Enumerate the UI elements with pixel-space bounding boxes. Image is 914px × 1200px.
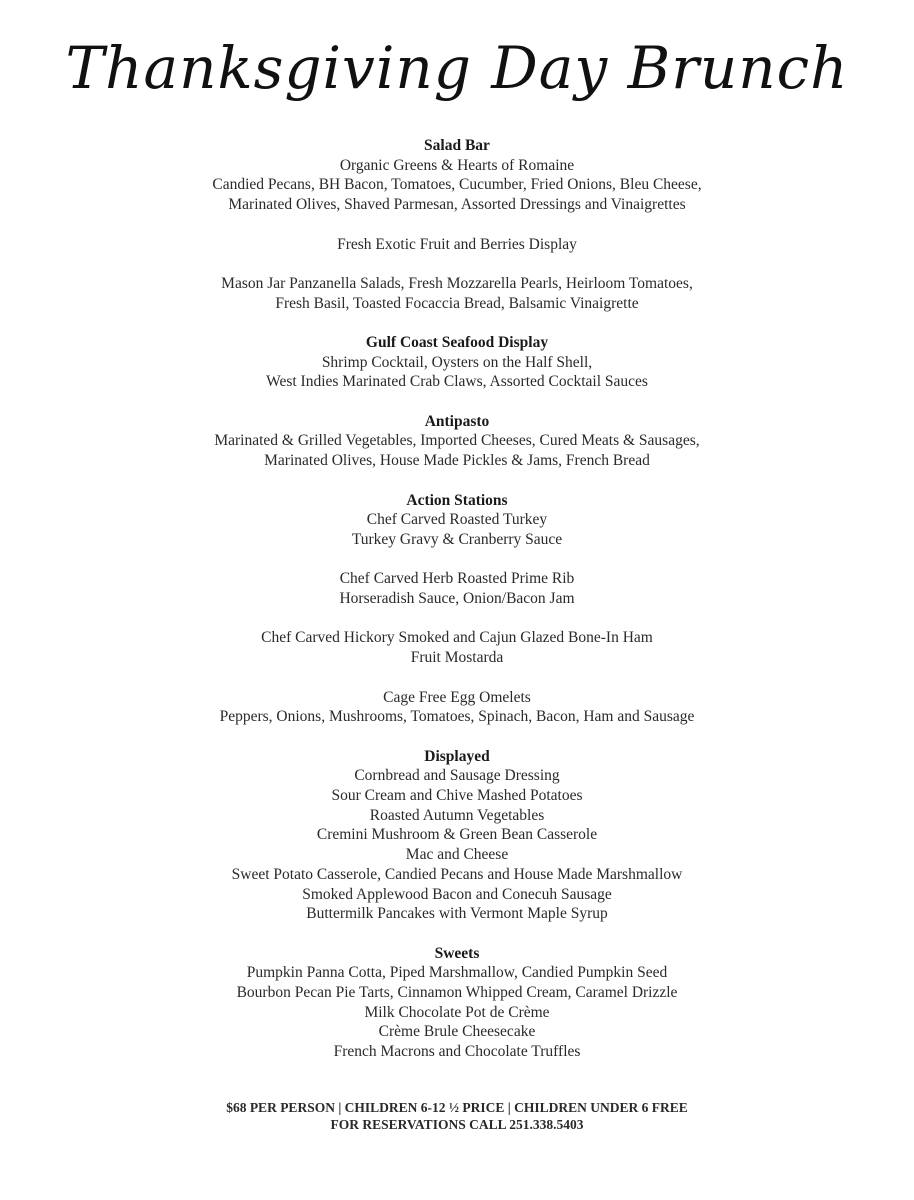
menu-item: Marinated & Grilled Vegetables, Imported Cheeses, Cured Meats & Sausages,	[214, 432, 700, 450]
menu-item: French Macrons and Chocolate Truffles	[333, 1043, 581, 1061]
menu-item: Marinated Olives, House Made Pickles & Jams, French Bread	[264, 452, 650, 470]
section-heading: Action Stations	[406, 491, 508, 509]
section-heading: Gulf Coast Seafood Display	[365, 333, 549, 351]
menu-item: Crème Brule Cheesecake	[378, 1023, 536, 1041]
menu-item: Marinated Olives, Shaved Parmesan, Assorted Dressings and Vinaigrettes	[228, 196, 686, 214]
menu-item: Peppers, Onions, Mushrooms, Tomatoes, Spinach, Bacon, Ham and Sausage	[219, 708, 695, 726]
menu-item: Bourbon Pecan Pie Tarts, Cinnamon Whipped Cream, Caramel Drizzle	[236, 984, 678, 1002]
menu-item: Sweet Potato Casserole, Candied Pecans and House Made Marshmallow	[231, 865, 683, 883]
reservations-line: FOR RESERVATIONS CALL 251.338.5403	[330, 1117, 584, 1132]
menu-item: Roasted Autumn Vegetables	[369, 806, 545, 824]
footer	[0, 1099, 914, 1133]
menu-item: Mason Jar Panzanella Salads, Fresh Mozzarella Pearls, Heirloom Tomatoes,	[221, 274, 693, 292]
section-heading: Salad Bar	[424, 137, 490, 154]
menu-item: West Indies Marinated Crab Claws, Assorted Cocktail Sauces	[266, 373, 648, 391]
menu-item: Sour Cream and Chive Mashed Potatoes	[331, 787, 583, 805]
group-spacer	[0, 254, 914, 274]
menu-item: Chef Carved Hickory Smoked and Cajun Glazed Bone-In Ham	[261, 629, 653, 647]
menu-item: Buttermilk Pancakes with Vermont Maple Syrup	[306, 905, 608, 923]
section-heading: Antipasto	[424, 412, 490, 430]
section-heading: Displayed	[424, 747, 490, 765]
section-spacer	[0, 313, 914, 333]
section-spacer	[0, 727, 914, 747]
menu-item: Fresh Basil, Toasted Focaccia Bread, Balsamic Vinaigrette	[275, 294, 639, 312]
menu-item: Turkey Gravy & Cranberry Sauce	[351, 530, 563, 548]
group-spacer	[0, 550, 914, 570]
group-spacer	[0, 609, 914, 629]
menu-item: Smoked Applewood Bacon and Conecuh Sausage	[302, 885, 612, 903]
menu-item: Horseradish Sauce, Onion/Bacon Jam	[339, 590, 575, 608]
section-spacer	[0, 392, 914, 412]
menu-item: Milk Chocolate Pot de Crème	[364, 1003, 550, 1021]
menu-item: Shrimp Cocktail, Oysters on the Half Shell,	[321, 353, 593, 371]
menu-item: Pumpkin Panna Cotta, Piped Marshmallow, Candied Pumpkin Seed	[246, 964, 668, 982]
menu-item: Cornbread and Sausage Dressing	[354, 767, 560, 785]
menu-item: Fresh Exotic Fruit and Berries Display	[337, 235, 577, 253]
menu-item: Cage Free Egg Omelets	[383, 688, 531, 706]
group-spacer	[0, 668, 914, 688]
section-spacer	[0, 471, 914, 491]
group-spacer	[0, 215, 914, 235]
page-title: Thanksgiving Day Brunch	[65, 34, 849, 102]
menu-item: Chef Carved Roasted Turkey	[366, 511, 548, 529]
menu-item: Fruit Mostarda	[410, 649, 504, 667]
menu-item: Chef Carved Herb Roasted Prime Rib	[339, 570, 575, 588]
menu-item: Cremini Mushroom & Green Bean Casserole	[316, 826, 598, 844]
pricing-line: $68 PER PERSON | CHILDREN 6-12 ½ PRICE | CHILDREN UNDER 6 FREE	[226, 1100, 688, 1115]
menu-item: Mac and Cheese	[405, 846, 509, 864]
section-heading: Sweets	[434, 944, 480, 962]
menu-item: Organic Greens & Hearts of Romaine	[339, 156, 575, 174]
menu-body	[0, 136, 914, 1062]
menu-item: Candied Pecans, BH Bacon, Tomatoes, Cucumber, Fried Onions, Bleu Cheese,	[212, 176, 702, 194]
section-spacer	[0, 924, 914, 944]
